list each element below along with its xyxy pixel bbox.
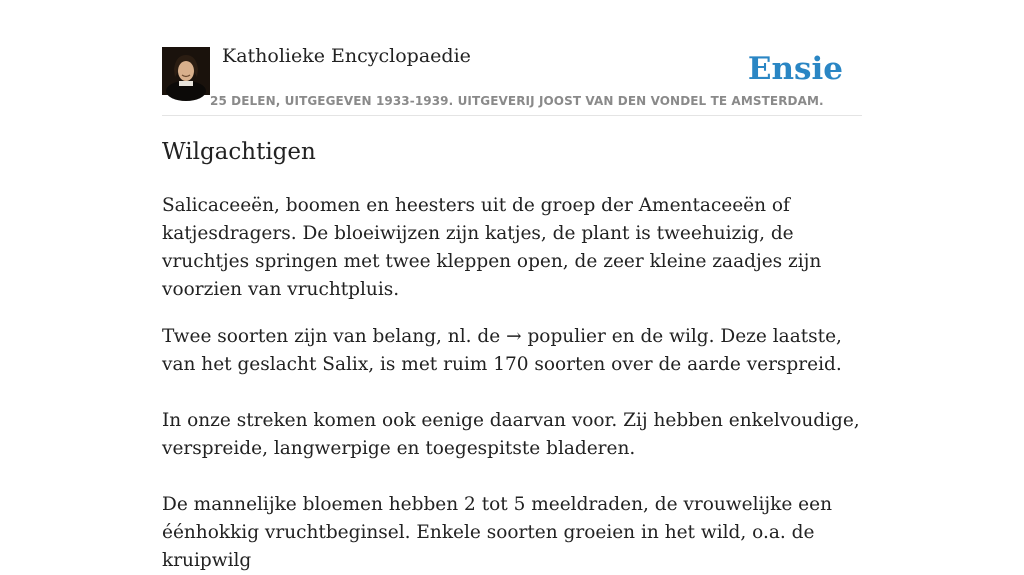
article-paragraph: De mannelijke bloemen hebben 2 tot 5 meeldraden, de vrouwelijke een éénhokkig vruchtbeginsel. Enkele soorten groeien in het wild, o.a. de kruipwilg bbox=[162, 494, 832, 571]
site-subtitle: 25 DELEN, UITGEGEVEN 1933-1939. UITGEVERIJ JOOST VAN DEN VONDEL TE AMSTERDAM. bbox=[210, 94, 824, 108]
paragraph-gap bbox=[162, 379, 862, 407]
article-body bbox=[162, 192, 862, 575]
article-paragraph: In onze streken komen ook eenige daarvan voor. Zij hebben enkelvoudige, verspreide, langwerpige en toegespitste bladeren. bbox=[162, 410, 860, 459]
paragraph-gap bbox=[162, 463, 862, 491]
paragraph-text: Twee soorten zijn van belang, nl. de bbox=[162, 326, 507, 347]
article-paragraph bbox=[162, 323, 862, 379]
populier-link[interactable]: → populier bbox=[506, 326, 606, 347]
article-paragraph: Salicaceeën, boomen en heesters uit de groep der Amentaceeën of katjesdragers. De bloeiwijzen zijn katjes, de plant is tweehuizig, de vruchtjes springen met twee kleppen open, de zeer kleine zaadjes zijn voorzien van vruchtpluis. bbox=[162, 195, 822, 300]
article-title: Wilgachtigen bbox=[162, 139, 316, 165]
site-title[interactable]: Katholieke Encyclopaedie bbox=[222, 45, 471, 67]
portrait-avatar-icon[interactable] bbox=[162, 47, 210, 95]
paragraph-text: en de wilg. Deze laatste, van het geslacht Salix, is met ruim 170 soorten over de aarde verspreid. bbox=[162, 326, 842, 375]
brand-logo-link[interactable]: Ensie bbox=[747, 51, 843, 87]
header-divider bbox=[162, 115, 862, 116]
